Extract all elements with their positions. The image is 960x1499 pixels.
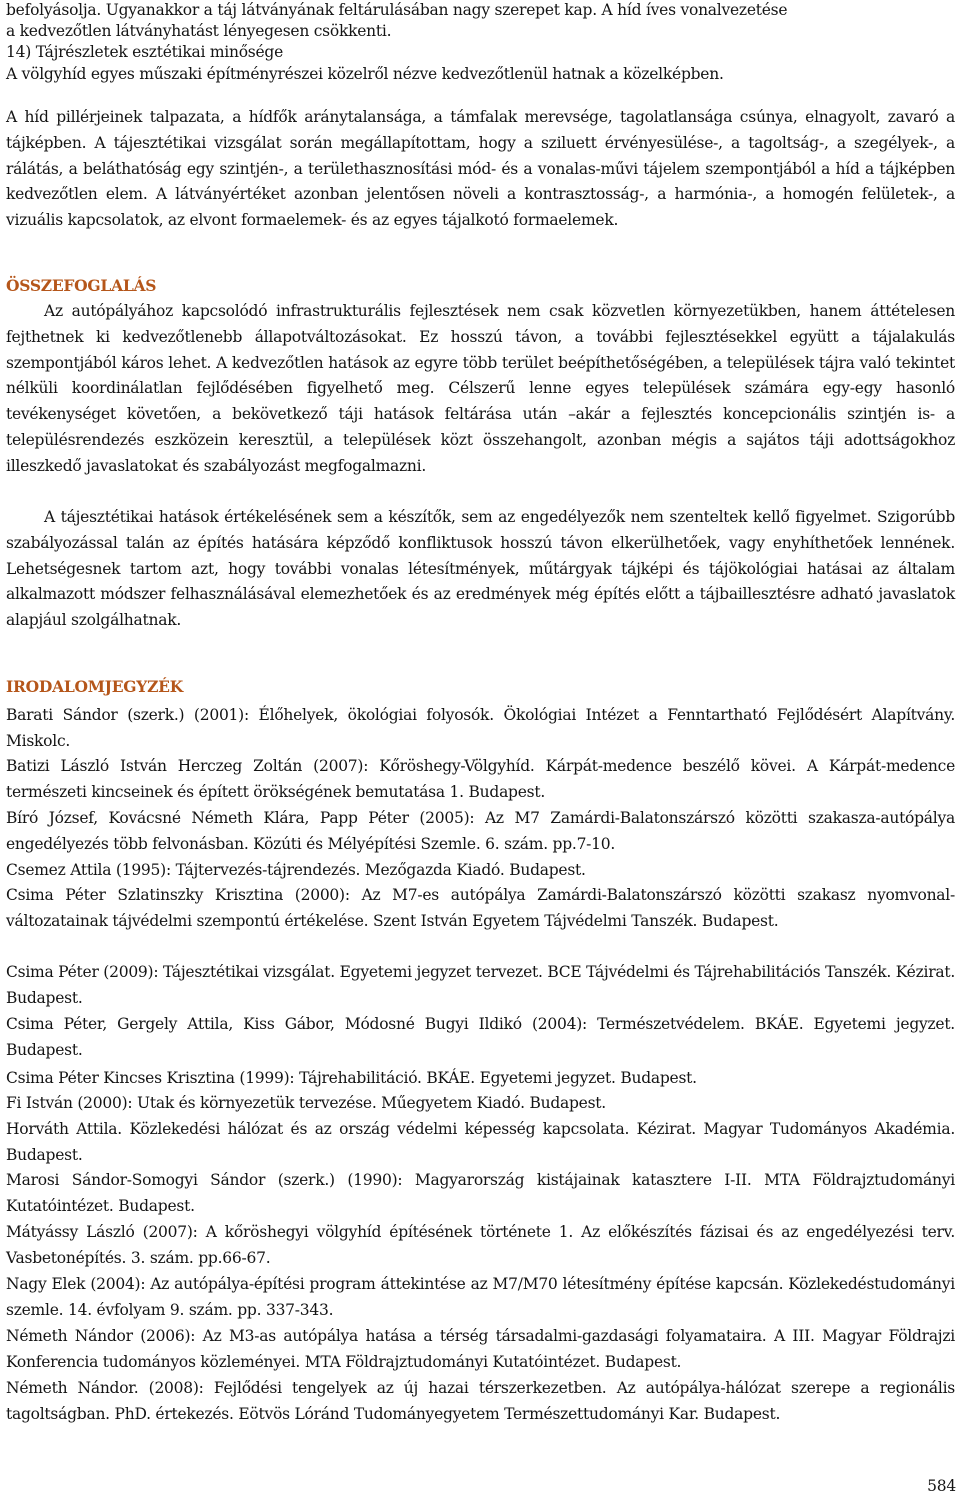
references-heading: IRODALOMJEGYZÉK (6, 677, 183, 696)
reference-entry: Fi István (2000): Utak és környezetük tervezése. Műegyetem Kiadó. Budapest. (6, 1094, 606, 1112)
reference-entry: Marosi Sándor-Somogyi Sándor (szerk.) (1990): Magyarország kistájainak katasztere I-II. MTA Földrajztudományi Kutatóintézet. Budapest. (6, 1171, 955, 1215)
page-number: 584 (927, 1477, 956, 1495)
reference-entry: Csima Péter (2009): Tájesztétikai vizsgálat. Egyetemi jegyzet tervezet. BCE Tájvédelmi és Tájrehabilitációs Tanszék. Kézirat. Budapest. (6, 963, 955, 1007)
intro-block (6, 0, 955, 85)
section-14-paragraph: A híd pillérjeinek talpazata, a hídfők aránytalansága, a támfalak merevsége, tagolatlansága csúnya, elnagyolt, zavaró a tájképben. A tájesztétikai vizsgálat során megállapítottam, hogy a sziluett érvényesülése-, a tagoltság-, a szegélyek-, a rálátás, a beláthatóság egy szintjén-, a területhasznosítási mód- és a vonalas-művi tájelem szempontjából a híd a tájképben kedvezőtlen elem. A látványértéket azonban jelentősen növeli a kontrasztosság-, a harmónia-, a homogén felületek-, a vizuális kapcsolatok, az elvont formaelemek- és az egyes tájalkotó formaelemek. (6, 108, 955, 230)
reference-entry: Csima Péter, Gergely Attila, Kiss Gábor, Módosné Bugyi Ildikó (2004): Természetvédelem. BKÁE. Egyetemi jegyzet. Budapest. (6, 1015, 955, 1059)
reference-entry: Batizi László István Herczeg Zoltán (2007): Kőröshegy-Völgyhíd. Kárpát-medence beszélő kövei. A Kárpát-medence természeti kincseinek és épített örökségének bemutatása 1. Budapest. (6, 757, 955, 801)
intro-line: A völgyhíd egyes műszaki építményrészei közelről nézve kedvezőtlenül hatnak a közelképben. (6, 64, 724, 83)
summary-paragraph: Az autópályához kapcsolódó infrastrukturális fejlesztések nem csak közvetlen környezetükben, hanem áttételesen fejthetnek ki kedvezőtlenebb állapotváltozásokat. Ez hosszú távon, a további fejlesztésekkel együtt a tájalakulás szempontjából káros lehet. A kedvezőtlen hatások az egyre több terület beépíthetőségében, a települések tájra való tekintet nélküli koordinálatlan fejlődésében figyelhető meg. Célszerű lenne egyes települések számára egy-egy hasonló tevékenységet követően, a bekövetkező táji hatások feltárása után –akár a fejlesztés koncepcionális szintjén is- a településrendezés eszközein keresztül, a települések közt összehangolt, azonban mégis a sajátos táji adottságokhoz illeszkedő javaslatokat és szabályozást megfogalmazni. (6, 302, 955, 475)
reference-entry: Csemez Attila (1995): Tájtervezés-tájrendezés. Mezőgazda Kiadó. Budapest. (6, 861, 586, 879)
reference-entry: Bíró József, Kovácsné Németh Klára, Papp Péter (2005): Az M7 Zamárdi-Balatonszárszó közötti szakasza-autópálya engedélyezés több felvonásban. Közúti és Mélyépítési Szemle. 6. szám. pp.7-10. (6, 809, 955, 853)
reference-entry: Mátyássy László (2007): A kőröshegyi völgyhíd építésének története 1. Az előkészítés fázisai és az engedélyezési terv. Vasbetonépítés. 3. szám. pp.66-67. (6, 1223, 955, 1267)
intro-line: a kedvezőtlen látványhatást lényegesen csökkenti. (6, 22, 392, 41)
summary-paragraph: A tájesztétikai hatások értékelésének sem a készítők, sem az engedélyezők nem szenteltek kellő figyelmet. Szigorúbb szabályozással talán az építés hatására képződő konfliktusok hosszú távon elkerülhetőek, vagy enyhíthetőek lennének. Lehetségesnek tartom azt, hogy további vonalas létesítmények, műtárgyak tájképi és tájökológiai hatásai az általam alkalmazott módszer felhasználásával elemezhetőek és az eredmények még építés előtt a tájbaillesztésre adható javaslatok alapjául szolgálhatnak. (6, 508, 955, 630)
summary-heading: ÖSSZEFOGLALÁS (6, 276, 157, 295)
intro-line: befolyásolja. Ugyanakkor a táj látványának feltárulásában nagy szerepet kap. A híd íves vonalvezetése (6, 1, 788, 19)
section-14-heading: 14) Tájrészletek esztétikai minősége (6, 43, 284, 62)
reference-entry: Csima Péter Szlatinszky Krisztina (2000): Az M7-es autópálya Zamárdi-Balatonszárszó közötti szakasz nyomvonal-változatainak tájvédelmi szempontú értékelése. Szent István Egyetem Tájvédelmi Tanszék. Budapest. (6, 886, 955, 930)
reference-entry: Németh Nándor. (2008): Fejlődési tengelyek az új hazai térszerkezetben. Az autópálya-hálózat szerepe a regionális tagoltságban. PhD. értekezés. Eötvös Lóránd Tudományegyetem Természettudományi Kar. Budapest. (6, 1379, 955, 1423)
reference-entry: Barati Sándor (szerk.) (2001): Élőhelyek, ökológiai folyosók. Ökológiai Intézet a Fenntartható Fejlődésért Alapítvány. Miskolc. (6, 706, 955, 750)
reference-entry: Csima Péter Kincses Krisztina (1999): Tájrehabilitáció. BKÁE. Egyetemi jegyzet. Budapest. (6, 1069, 697, 1087)
reference-entry: Nagy Elek (2004): Az autópálya-építési program áttekintése az M7/M70 létesítmény építése kapcsán. Közlekedéstudományi szemle. 14. évfolyam 9. szám. pp. 337-343. (6, 1275, 955, 1319)
reference-entry: Németh Nándor (2006): Az M3-as autópálya hatása a térség társadalmi-gazdasági folyamataira. A III. Magyar Földrajzi Konferencia tudományos közleményei. MTA Földrajztudományi Kutatóintézet. Budapest. (6, 1327, 955, 1371)
reference-entry: Horváth Attila. Közlekedési hálózat és az ország védelmi képesség kapcsolata. Kézirat. Magyar Tudományos Akadémia. Budapest. (6, 1120, 955, 1164)
